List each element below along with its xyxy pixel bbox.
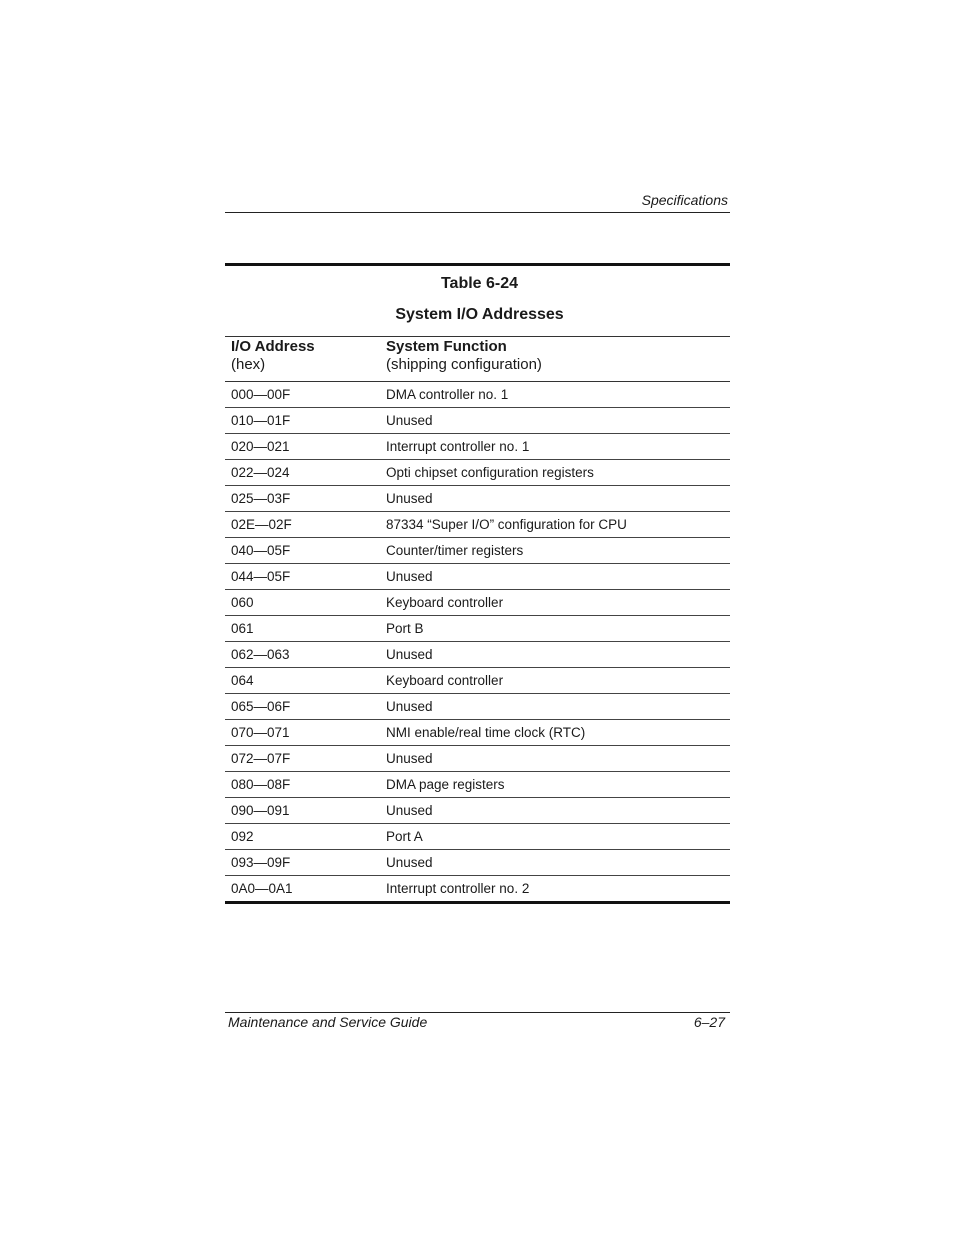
io-address-cell: 092 xyxy=(225,824,380,850)
table-row xyxy=(225,590,730,616)
system-function-cell: Interrupt controller no. 2 xyxy=(380,876,730,903)
table-row xyxy=(225,408,730,434)
column-header-title: System Function xyxy=(386,338,507,355)
system-function-cell: Unused xyxy=(380,486,730,512)
io-address-cell: 062—063 xyxy=(225,642,380,668)
io-address-cell: 020—021 xyxy=(225,434,380,460)
table-row xyxy=(225,772,730,798)
table-row xyxy=(225,668,730,694)
system-function-cell: Unused xyxy=(380,408,730,434)
io-address-cell: 044—05F xyxy=(225,564,380,590)
system-function-cell: Unused xyxy=(380,642,730,668)
system-function-cell: Keyboard controller xyxy=(380,668,730,694)
table-row xyxy=(225,564,730,590)
io-address-cell: 022—024 xyxy=(225,460,380,486)
io-address-table xyxy=(225,337,730,904)
system-function-cell: Keyboard controller xyxy=(380,590,730,616)
table-row xyxy=(225,434,730,460)
io-address-cell: 080—08F xyxy=(225,772,380,798)
io-address-cell: 090—091 xyxy=(225,798,380,824)
system-function-cell: Unused xyxy=(380,746,730,772)
running-header: Specifications xyxy=(641,192,728,208)
table-row xyxy=(225,512,730,538)
system-function-cell: Interrupt controller no. 1 xyxy=(380,434,730,460)
io-address-table-block xyxy=(225,263,730,904)
table-row xyxy=(225,694,730,720)
table-row xyxy=(225,746,730,772)
system-function-cell: Port A xyxy=(380,824,730,850)
io-address-cell: 060 xyxy=(225,590,380,616)
table-row xyxy=(225,460,730,486)
system-function-cell: Opti chipset configuration registers xyxy=(380,460,730,486)
system-function-cell: 87334 “Super I/O” configuration for CPU xyxy=(380,512,730,538)
system-function-cell: DMA controller no. 1 xyxy=(380,382,730,408)
io-address-cell: 040—05F xyxy=(225,538,380,564)
io-address-cell: 010—01F xyxy=(225,408,380,434)
table-top-rule xyxy=(225,263,730,266)
system-function-cell: NMI enable/real time clock (RTC) xyxy=(380,720,730,746)
column-header-system-function xyxy=(380,337,730,382)
column-header-subtitle: (shipping configuration) xyxy=(386,356,542,373)
system-function-cell: Port B xyxy=(380,616,730,642)
table-row xyxy=(225,382,730,408)
io-address-cell: 072—07F xyxy=(225,746,380,772)
column-header-title: I/O Address xyxy=(231,338,315,355)
system-function-cell: Unused xyxy=(380,850,730,876)
io-address-cell: 065—06F xyxy=(225,694,380,720)
system-function-cell: DMA page registers xyxy=(380,772,730,798)
io-address-cell: 025—03F xyxy=(225,486,380,512)
io-address-cell: 093—09F xyxy=(225,850,380,876)
header-rule xyxy=(225,212,730,213)
column-header-subtitle: (hex) xyxy=(231,356,266,373)
table-row xyxy=(225,798,730,824)
table-row xyxy=(225,616,730,642)
footer-page-number: 6–27 xyxy=(693,1014,725,1030)
table-number: Table 6-24 xyxy=(440,275,519,292)
io-address-cell: 064 xyxy=(225,668,380,694)
system-function-cell: Unused xyxy=(380,564,730,590)
table-row xyxy=(225,486,730,512)
system-function-cell: Unused xyxy=(380,694,730,720)
table-row xyxy=(225,720,730,746)
system-function-cell: Counter/timer registers xyxy=(380,538,730,564)
io-address-cell: 0A0—0A1 xyxy=(225,876,380,903)
table-row xyxy=(225,642,730,668)
io-address-cell: 070—071 xyxy=(225,720,380,746)
table-row xyxy=(225,876,730,903)
column-header-io-address xyxy=(225,337,380,382)
table-header-row xyxy=(225,337,730,382)
table-row xyxy=(225,538,730,564)
io-address-cell: 061 xyxy=(225,616,380,642)
io-address-cell: 000—00F xyxy=(225,382,380,408)
system-function-cell: Unused xyxy=(380,798,730,824)
table-row xyxy=(225,850,730,876)
footer-guide-title: Maintenance and Service Guide xyxy=(228,1014,428,1030)
table-title: System I/O Addresses xyxy=(395,306,564,323)
io-address-cell: 02E—02F xyxy=(225,512,380,538)
table-row xyxy=(225,824,730,850)
